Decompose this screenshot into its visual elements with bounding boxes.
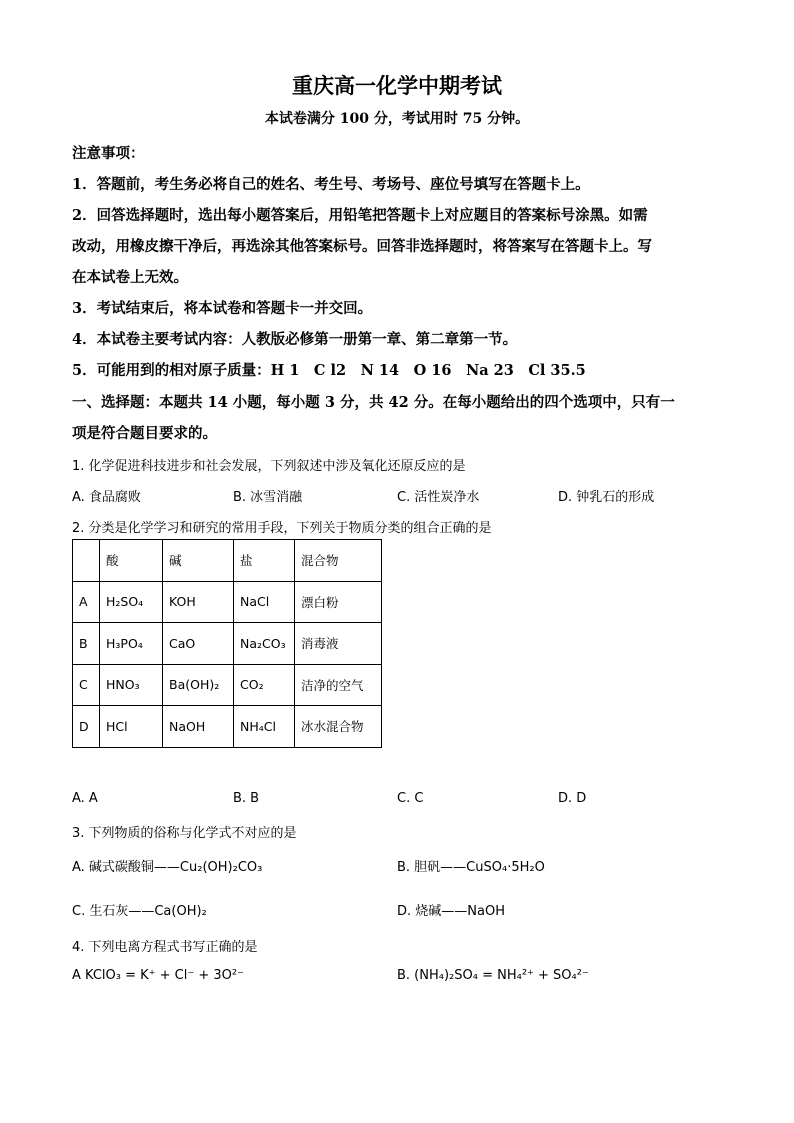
- section-heading: 一、选择题：本题共 14 小题，每小题 3 分，共 42 分。在每小题给出的四个选项中，只有一: [72, 394, 675, 411]
- note-item: 改动，用橡皮擦干净后，再选涂其他答案标号。回答非选择题时，将答案写在答题卡上。写: [72, 238, 652, 255]
- table-cell: KOH: [163, 581, 234, 623]
- table-cell: Na₂CO₃: [234, 623, 295, 665]
- table-cell: HCl: [100, 706, 163, 748]
- question-2-option-c: C. C: [397, 791, 424, 806]
- question-3-stem: 3. 下列物质的俗称与化学式不对应的是: [72, 826, 297, 841]
- note-item: 4．本试卷主要考试内容：人教版必修第一册第一章、第二章第一节。: [72, 331, 518, 348]
- table-cell: [73, 540, 100, 582]
- table-cell: 消毒液: [295, 623, 382, 665]
- table-cell: NH₄Cl: [234, 706, 295, 748]
- notes-heading: 注意事项：: [72, 145, 145, 162]
- table-header-mixture: 混合物: [295, 540, 382, 582]
- table-cell: 洁净的空气: [295, 664, 382, 706]
- table-row: [73, 623, 382, 665]
- question-1-option-b: B. 冰雪消融: [233, 490, 303, 505]
- table-cell: CO₂: [234, 664, 295, 706]
- note-item: 在本试卷上无效。: [72, 269, 188, 286]
- question-1-stem: 1. 化学促进科技进步和社会发展，下列叙述中涉及氧化还原反应的是: [72, 459, 466, 474]
- table-cell: C: [73, 664, 100, 706]
- table-cell: D: [73, 706, 100, 748]
- classification-table: [72, 539, 382, 748]
- question-2-option-b: B. B: [233, 791, 260, 806]
- table-cell: H₂SO₄: [100, 581, 163, 623]
- question-2-option-a: A. A: [72, 791, 98, 806]
- question-3-option-b: B. 胆矾——CuSO₄·5H₂O: [397, 860, 545, 875]
- question-4-option-a: A KClO₃ = K⁺ + Cl⁻ + 3O²⁻: [72, 968, 244, 983]
- question-3-option-c: C. 生石灰——Ca(OH)₂: [72, 904, 207, 919]
- table-header-row: [73, 540, 382, 582]
- note-item: 3．考试结束后，将本试卷和答题卡一并交回。: [72, 300, 373, 317]
- question-1-option-d: D. 钟乳石的形成: [558, 490, 655, 505]
- question-4-stem: 4. 下列电离方程式书写正确的是: [72, 940, 258, 955]
- question-1-option-c: C. 活性炭净水: [397, 490, 480, 505]
- table-cell: H₃PO₄: [100, 623, 163, 665]
- table-cell: 冰水混合物: [295, 706, 382, 748]
- table-cell: HNO₃: [100, 664, 163, 706]
- exam-info: 本试卷满分 100 分，考试用时 75 分钟。: [264, 111, 530, 127]
- table-row: [73, 581, 382, 623]
- table-cell: CaO: [163, 623, 234, 665]
- page-title: 重庆高一化学中期考试: [292, 73, 502, 98]
- question-3-option-d: D. 烧碱——NaOH: [397, 904, 505, 919]
- table-header-acid: 酸: [100, 540, 163, 582]
- table-row: [73, 706, 382, 748]
- table-cell: A: [73, 581, 100, 623]
- question-1-option-a: A. 食品腐败: [72, 490, 141, 505]
- table-cell: 漂白粉: [295, 581, 382, 623]
- table-row: [73, 664, 382, 706]
- table-cell: NaCl: [234, 581, 295, 623]
- note-item: 2．回答选择题时，选出每小题答案后，用铅笔把答题卡上对应题目的答案标号涂黑。如需: [72, 207, 648, 224]
- table-cell: B: [73, 623, 100, 665]
- table-cell: NaOH: [163, 706, 234, 748]
- question-4-option-b: B. (NH₄)₂SO₄ = NH₄²⁺ + SO₄²⁻: [397, 968, 589, 983]
- section-heading-cont: 项是符合题目要求的。: [72, 425, 217, 442]
- question-2-stem: 2. 分类是化学学习和研究的常用手段，下列关于物质分类的组合正确的是: [72, 521, 492, 536]
- note-item: 1．答题前，考生务必将自己的姓名、考生号、考场号、座位号填写在答题卡上。: [72, 176, 590, 193]
- table-header-base: 碱: [163, 540, 234, 582]
- table-cell: Ba(OH)₂: [163, 664, 234, 706]
- question-2-option-d: D. D: [558, 791, 587, 806]
- note-item: 5．可能用到的相对原子质量：H 1 C l2 N 14 O 16 Na 23 Cl 35.5: [72, 362, 586, 379]
- table-header-salt: 盐: [234, 540, 295, 582]
- question-3-option-a: A. 碱式碳酸铜——Cu₂(OH)₂CO₃: [72, 860, 263, 875]
